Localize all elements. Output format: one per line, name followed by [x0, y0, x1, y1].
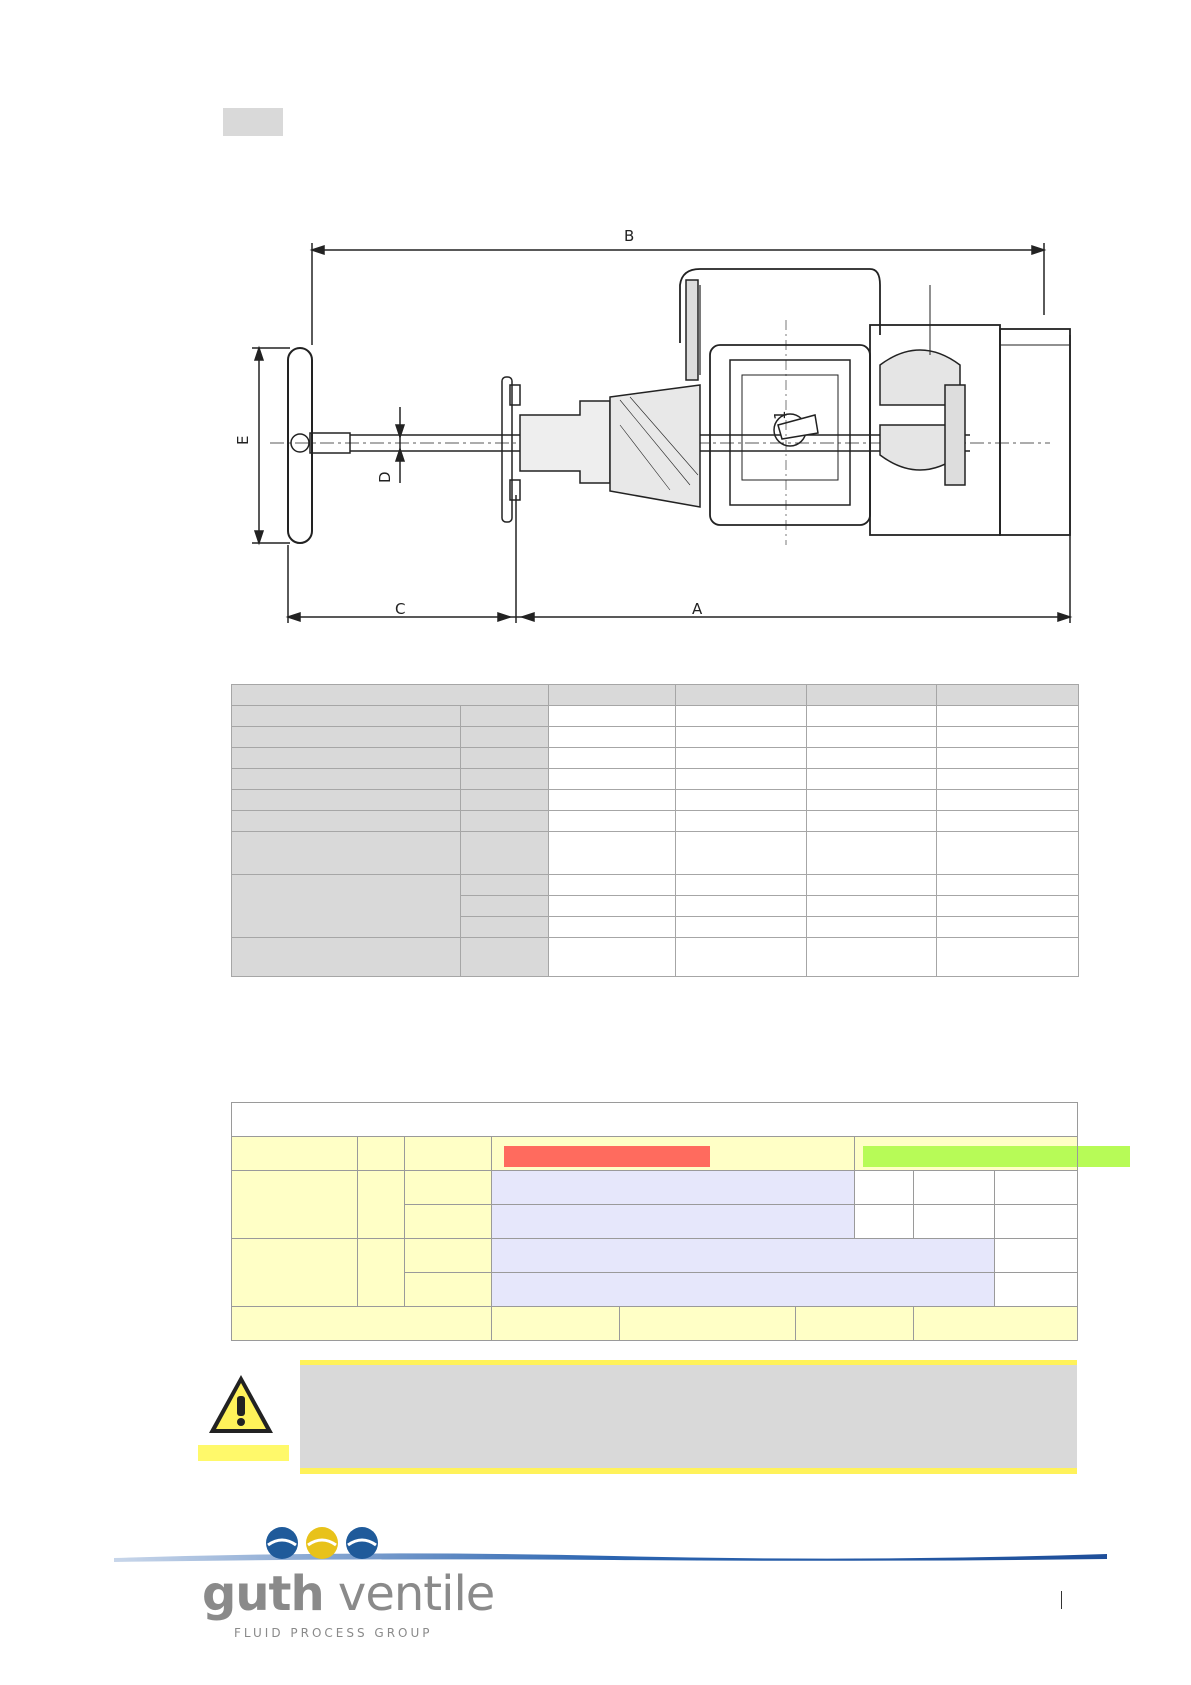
- warning-label: [198, 1445, 289, 1461]
- spec-row: [232, 769, 1079, 790]
- compat-table: [231, 1102, 1078, 1341]
- spec-row: [232, 938, 1079, 977]
- warning-box: [300, 1360, 1077, 1474]
- compat-row: [232, 1171, 1078, 1205]
- spec-row: [232, 832, 1079, 875]
- position-marker: 1: [771, 410, 789, 420]
- page-number-separator: [1061, 1591, 1062, 1609]
- logo-tagline: FLUID PROCESS GROUP: [234, 1626, 433, 1640]
- dim-label-c: C: [395, 600, 406, 618]
- dim-label-e: E: [234, 435, 252, 445]
- spec-row: [232, 748, 1079, 769]
- spec-table: [231, 684, 1079, 977]
- spec-row: [232, 875, 1079, 896]
- compat-title-row: [232, 1103, 1078, 1137]
- spec-row: [232, 727, 1079, 748]
- logo-word-ventile: ventile: [337, 1566, 495, 1622]
- compat-footer-row: [232, 1307, 1078, 1341]
- dim-label-d: D: [376, 471, 394, 483]
- compat-row: [232, 1239, 1078, 1273]
- logo-icon: [264, 1525, 380, 1561]
- spec-row: [232, 811, 1079, 832]
- spec-row: [232, 790, 1079, 811]
- footer-wave-line: [114, 1548, 1107, 1566]
- red-status-bar: [504, 1146, 710, 1167]
- dim-label-a: A: [692, 600, 703, 618]
- valve-drawing: [230, 225, 1080, 625]
- warning-triangle-icon: [206, 1372, 276, 1436]
- spec-row: [232, 706, 1079, 727]
- compat-header-row: [232, 1137, 1078, 1171]
- logo-wordmark: [202, 1566, 495, 1622]
- green-status-bar: [863, 1146, 1130, 1167]
- section-tag: [223, 108, 283, 136]
- spec-header-row: [232, 685, 1079, 706]
- logo-word-guth: guth: [202, 1566, 324, 1622]
- dim-label-b: B: [624, 227, 635, 245]
